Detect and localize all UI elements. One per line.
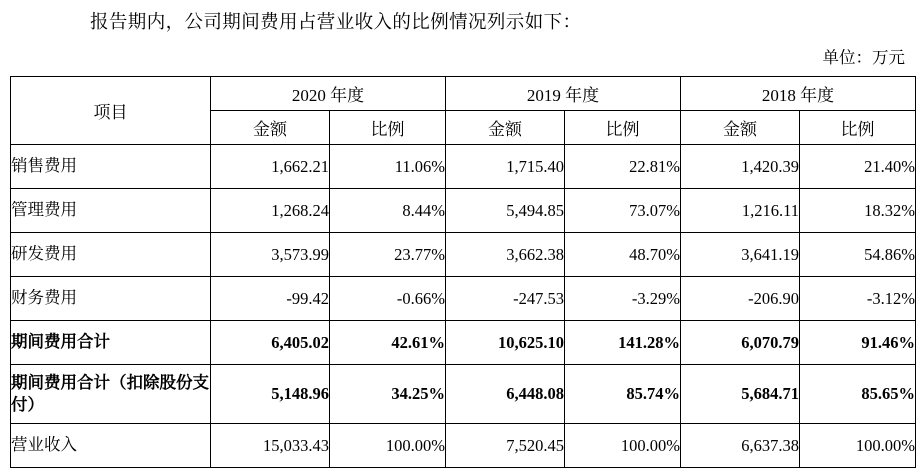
cell-ratio-2020: 8.44%	[330, 189, 446, 233]
cell-amount-2019: 10,625.10	[446, 321, 565, 365]
cell-amount-2020: 6,405.02	[211, 321, 330, 365]
table-subheader-amount-2019: 金额	[446, 111, 565, 145]
cell-amount-2019: 6,448.08	[446, 365, 565, 424]
table-subheader-ratio-2018: 比例	[800, 111, 916, 145]
cell-amount-2018: 3,641.19	[681, 233, 800, 277]
table-row	[11, 321, 916, 365]
cell-amount-2019: 1,715.40	[446, 145, 565, 189]
cell-ratio-2018: -3.12%	[800, 277, 916, 321]
table-row	[11, 233, 916, 277]
cell-ratio-2020: 11.06%	[330, 145, 446, 189]
table-header-year-2018: 2018 年度	[681, 77, 916, 111]
cell-ratio-2019: -3.29%	[565, 277, 681, 321]
table-header-item: 项目	[11, 77, 211, 145]
unit-note: 单位：万元	[822, 48, 905, 67]
table-header-year-2019: 2019 年度	[446, 77, 681, 111]
table-row	[11, 277, 916, 321]
table-row	[11, 365, 916, 424]
cell-amount-2018: 1,420.39	[681, 145, 800, 189]
table-row	[11, 424, 916, 468]
cell-ratio-2018: 54.86%	[800, 233, 916, 277]
cell-amount-2019: 3,662.38	[446, 233, 565, 277]
cell-amount-2019: -247.53	[446, 277, 565, 321]
cell-ratio-2020: -0.66%	[330, 277, 446, 321]
cell-amount-2019: 7,520.45	[446, 424, 565, 468]
cell-ratio-2020: 42.61%	[330, 321, 446, 365]
table-row	[11, 189, 916, 233]
cell-amount-2018: 1,216.11	[681, 189, 800, 233]
table-header-row-years	[11, 77, 916, 111]
cell-ratio-2018: 100.00%	[800, 424, 916, 468]
expense-ratio-table	[10, 76, 916, 468]
row-label: 管理费用	[11, 189, 211, 233]
cell-amount-2020: -99.42	[211, 277, 330, 321]
row-label: 销售费用	[11, 145, 211, 189]
cell-amount-2020: 1,268.24	[211, 189, 330, 233]
table-row	[11, 145, 916, 189]
cell-amount-2020: 5,148.96	[211, 365, 330, 424]
cell-amount-2019: 5,494.85	[446, 189, 565, 233]
cell-ratio-2018: 91.46%	[800, 321, 916, 365]
cell-ratio-2019: 48.70%	[565, 233, 681, 277]
cell-amount-2020: 15,033.43	[211, 424, 330, 468]
cell-ratio-2019: 73.07%	[565, 189, 681, 233]
cell-ratio-2020: 23.77%	[330, 233, 446, 277]
cell-amount-2020: 1,662.21	[211, 145, 330, 189]
row-label: 研发费用	[11, 233, 211, 277]
row-label: 期间费用合计（扣除股份支付）	[11, 365, 211, 424]
cell-ratio-2020: 34.25%	[330, 365, 446, 424]
cell-ratio-2019: 141.28%	[565, 321, 681, 365]
cell-amount-2018: 6,070.79	[681, 321, 800, 365]
cell-ratio-2018: 85.65%	[800, 365, 916, 424]
row-label: 期间费用合计	[11, 321, 211, 365]
table-subheader-ratio-2019: 比例	[565, 111, 681, 145]
cell-ratio-2018: 18.32%	[800, 189, 916, 233]
cell-ratio-2019: 22.81%	[565, 145, 681, 189]
table-header-year-2020: 2020 年度	[211, 77, 446, 111]
row-label: 财务费用	[11, 277, 211, 321]
cell-ratio-2019: 85.74%	[565, 365, 681, 424]
cell-amount-2018: 6,637.38	[681, 424, 800, 468]
row-label: 营业收入	[11, 424, 211, 468]
table-subheader-amount-2020: 金额	[211, 111, 330, 145]
cell-ratio-2018: 21.40%	[800, 145, 916, 189]
paragraph-intro: 报告期内，公司期间费用占营业收入的比例情况列示如下：	[90, 13, 582, 33]
table-subheader-ratio-2020: 比例	[330, 111, 446, 145]
cell-ratio-2020: 100.00%	[330, 424, 446, 468]
cell-amount-2020: 3,573.99	[211, 233, 330, 277]
table-subheader-amount-2018: 金额	[681, 111, 800, 145]
cell-ratio-2019: 100.00%	[565, 424, 681, 468]
cell-amount-2018: 5,684.71	[681, 365, 800, 424]
cell-amount-2018: -206.90	[681, 277, 800, 321]
